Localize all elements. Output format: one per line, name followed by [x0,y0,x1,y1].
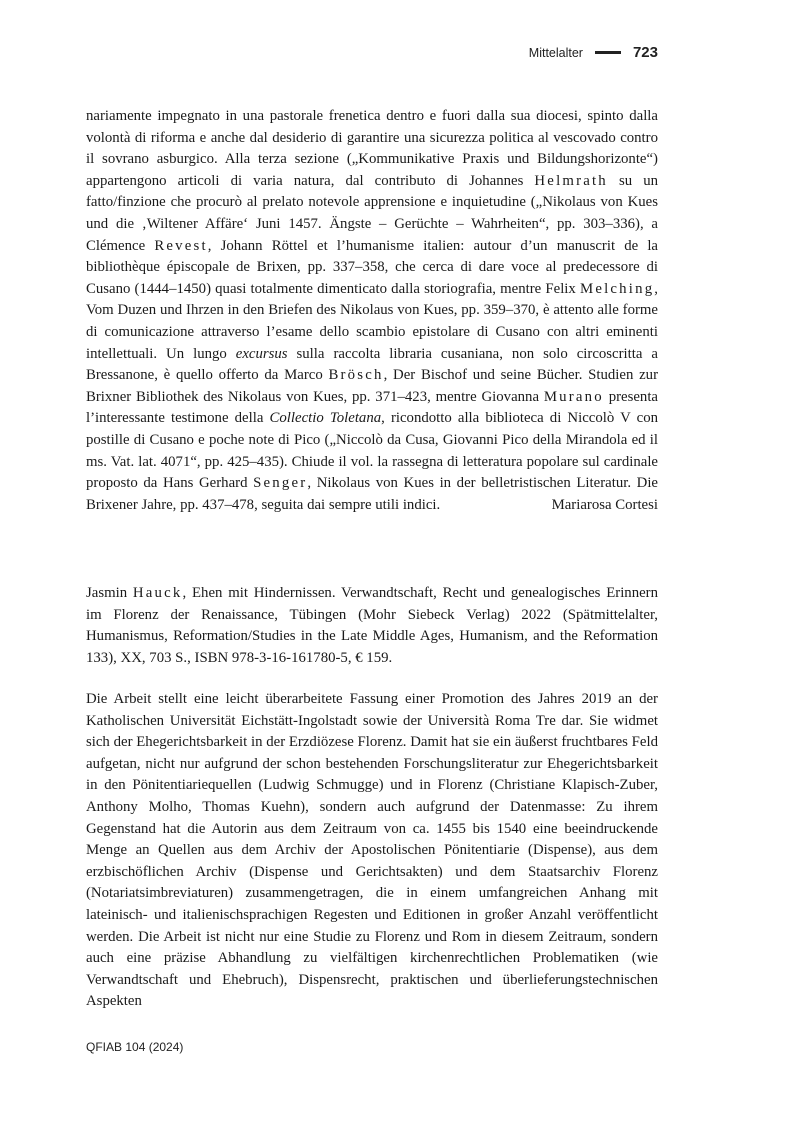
text-run: sulla raccolta libraria cusaniana, non solo circoscritta a Bressanone, è quello offerto da Marco [86,345,658,384]
reviewer-name: Mariarosa Cortesi [551,496,658,513]
author-name: Brösch [328,367,384,384]
page-number: 723 [632,44,658,61]
review-paragraph [86,106,658,516]
text-run: presenta l’interessante testimone della [86,388,658,427]
text-run: , Vom Duzen und Ihrzen in den Briefen des Nikolaus von Kues, pp. 359–370, è attento alle forme di comunicazione attraverso l’esame dello scambio epistolare di Cusano con altri eminenti intellettuali. Un lungo [86,280,658,362]
author-name: Revest [154,237,208,254]
italic-term: excursus [235,345,288,362]
footer-journal: QFIAB 104 (2024) [86,1040,184,1054]
review-paragraph: Die Arbeit stellt eine leicht überarbeitete Fassung einer Promotion des Jahres 2019 an der Katholischen Universität Eichstätt-Ingolstadt sowie der Università Roma Tre dar. Sie widmet sich der Ehegerichtsbarkeit in der Erzdiözese Florenz. Damit hat sie ein äußerst fruchtbares Feld aufgetan, nicht nur aufgrund der schon bestehenden Forschungsliteratur zur Ehegerichtsbarkeit in den Pönitentiariequellen (Ludwig Schmugge) und in Florenz (Christiane Klapisch-Zuber, Anthony Molho, Thomas Kuehn), sondern auch aufgrund der Datenmasse: Zu ihrem Gegenstand hat die Autorin aus dem Zeitraum von ca. 1455 bis 1540 eine beeindruckende Menge an Quellen aus dem Archiv der Apostolischen Pönitentiarie (Dispense), aus dem erzbischöflichen Archiv (Dispense und Gerichtsakten) und dem Staatsarchiv Florenz (Notariatsimbreviaturen) zusammengetragen, die in einem umfangreichen Anhang mit lateinisch- und italienischsprachigen Regesten und Editionen in großer Anzahl veröffentlicht werden. Die Arbeit ist nicht nur eine Studie zu Florenz und Rom in diesem Zeitraum, sondern auch eine präzise Abhandlung zu vielfältigen kirchenrechtlichen Problematiken (wie Verwandtschaft und Ehebruch), Dispensrecht, praktischen und überlieferungstechnischen Aspekten [86,691,658,1010]
author-name: Melching [579,280,655,297]
running-head-dash [595,51,621,54]
running-head [529,44,658,61]
text-run: , Johann Röttel et l’humanisme italien: autour d’un manuscrit de la bibliothèque épiscopale de Brixen, pp. 337–358, che cerca di dare voce al predecessore di Cusano (1444–1450) quasi totalmente dimenticato dalla storiografia, mentre Felix [86,237,658,297]
book-citation [86,583,658,669]
text-run: su un fatto/finzione che procurò al prelato notevole apprensione e inquietudine („Nikolaus von Kues und die ‚Wiltener Affäre‘ Juni 1457. Ängste – Gerüchte – Wahrheiten“, pp. 303–336), a Clémence [86,172,658,254]
text-run: , ricondotto alla biblioteca di Niccolò V con postille di Cusano e poche note di Pico („Niccolò da Cusa, Giovanni Pico della Mirandola ed il ms. Vat. lat. 4071“, pp. 425–435). Chiude il vol. la rassegna di letteratura popolare sul cardinale proposto da Hans Gerhard [86,410,659,492]
citation-details: , Ehen mit Hindernissen. Verwandtschaft, Recht und genealogisches Erinnern im Florenz der Renaissance, Tübingen (Mohr Siebeck Verlag) 2022 (Spätmittelalter, Humanismus, Reformation/Studies in the Late Middle Ages, Humanism, and the Reformation 133), XX, 703 S., ISBN 978-3-16-161780-5, € 159. [86,585,658,666]
text-run: nariamente impegnato in una pastorale frenetica dentro e fuori dalla sua diocesi, spinto dalla volontà di riforma e anche dal desiderio di garantire una sicurezza politica al vescovado contro il sovrano asburgico. Alla terza sezione („Kommunikative Praxis und Bildungshorizonte“) appartengono articoli di varia natura, dal contributo di Johannes [86,108,658,189]
author-name: Murano [543,388,604,405]
author-name: Senger [253,475,308,492]
citation-author-last: Hauck [132,585,183,601]
italic-title: Collectio Toletana [269,410,382,427]
running-head-section: Mittelalter [528,45,583,60]
review-body [86,689,658,1013]
review-continuation [86,106,658,516]
author-name: Helmrath [534,172,608,189]
citation-paragraph [86,583,658,669]
text-run: , Nikolaus von Kues in der belletristischen Literatur. Die Brixener Jahre, pp. 437–478, seguita dai sempre utili indici. [86,475,658,513]
text-run: , Der Bischof und seine Bücher. Studien zur Brixner Bibliothek des Nikolaus von Kues, pp. 371–423, mentre Giovanna [86,367,659,405]
citation-author-first: Jasmin [86,585,133,601]
